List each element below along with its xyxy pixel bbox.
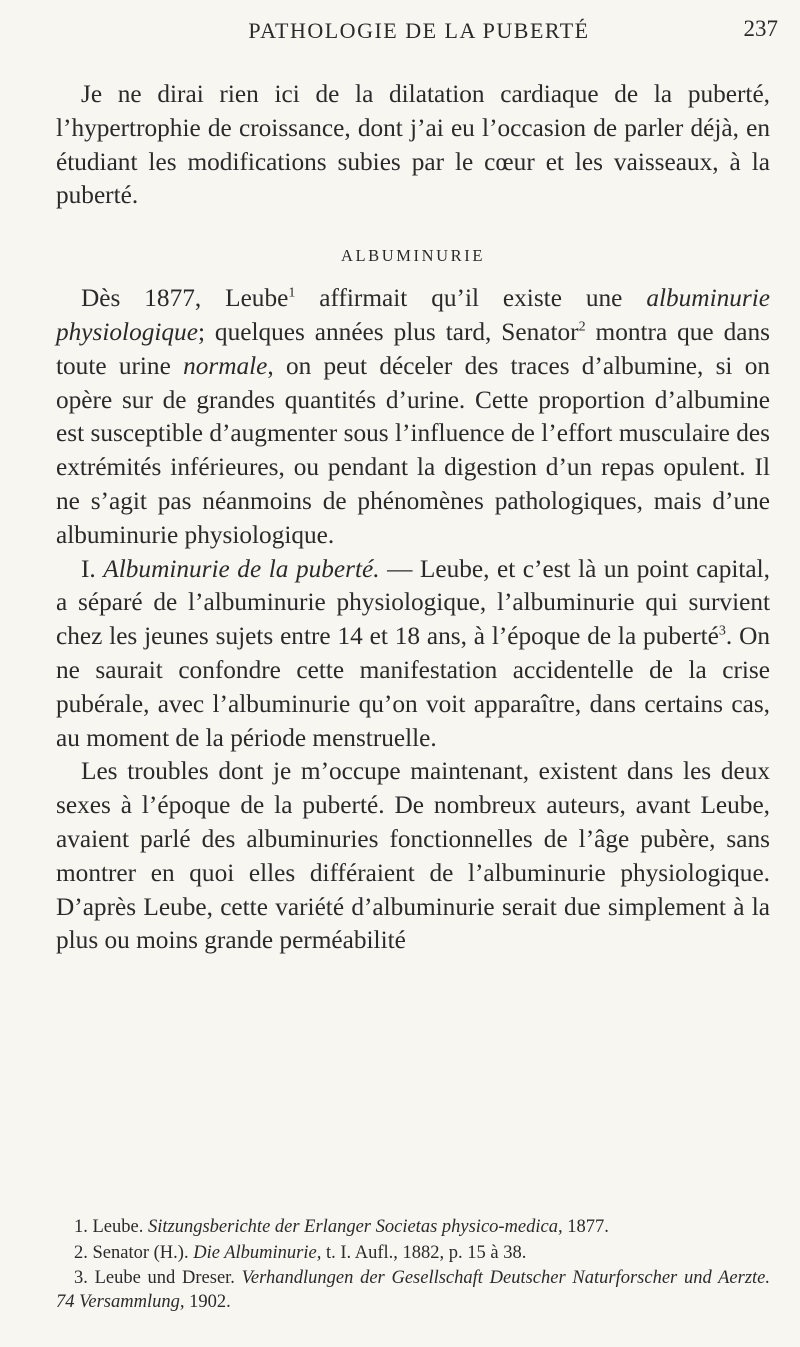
footnote-text: 1. Leube.	[74, 1217, 148, 1237]
footnote-3	[56, 1267, 770, 1314]
paragraph-albuminurie-physiologique	[56, 282, 770, 552]
page-header	[60, 14, 778, 50]
text-run: , on peut déceler des traces d’albumine, si on opère sur de grandes quantités d’urine. Cette proportion d’albumine est susceptible d’augmenter sous l’influence de l’effort musculaire des extrémités inférieures, ou pendant la digestion d’un repas opulent. Il ne s’agit pas néanmoins de phénomènes pathologiques, mais d’une albuminurie physiologique.	[56, 351, 770, 549]
footnote-text: 3. Leube und Dreser.	[74, 1268, 242, 1288]
body-text	[56, 78, 770, 958]
footnote-ref-3: 3	[718, 623, 726, 639]
footnote-text: 1902.	[184, 1291, 231, 1312]
footnote-text: 1877.	[562, 1217, 609, 1237]
text-run: montra que dans toute urine	[56, 317, 770, 380]
text-run: Dès 1877, Leube	[81, 284, 289, 313]
text-run: . On ne saurait confondre cette manifestation accidentelle de la crise pubérale, avec l’albuminurie qu’on voit apparaître, dans certains cas, au moment de la période menstruelle.	[56, 622, 770, 752]
footnote-title: Sitzungsberichte der Erlanger Societas physico-medica,	[147, 1217, 563, 1237]
footnote-title: Die Albuminurie,	[193, 1242, 322, 1263]
footnote-text: t. I. Aufl., 1882, p. 15 à 38.	[321, 1242, 527, 1263]
section-heading: ALBUMINURIE	[340, 246, 486, 266]
running-title: PATHOLOGIE DE LA PUBERTÉ	[248, 18, 590, 43]
subsection-number: I.	[81, 554, 104, 583]
text-run: affirmait qu’il existe une	[295, 284, 647, 313]
emphasis-albuminurie-physiologique: albuminurie physiologique	[56, 284, 770, 346]
footnote-ref-2: 2	[578, 319, 586, 335]
footnote-2	[56, 1242, 770, 1266]
text-run: ; quelques années plus tard, Senator	[197, 317, 579, 346]
footnotes	[56, 1216, 770, 1316]
page-number: 237	[743, 16, 778, 41]
footnote-1	[56, 1216, 770, 1240]
text-run: — Leube, et c’est là un point capital, a séparé de l’albuminurie physiologique, l’albuminurie qui survient chez les jeunes sujets entre 14 et 18 ans, à l’époque de la puberté	[56, 554, 770, 651]
footnote-title: Verhandlungen der Gesellschaft Deutscher Naturforscher und Aerzte. 74 Versammlung,	[56, 1268, 770, 1312]
paragraph-albuminurie-puberte	[56, 553, 770, 756]
footnote-text: 2. Senator (H.).	[74, 1242, 194, 1263]
emphasis-normale: normale	[183, 351, 268, 380]
paragraph-troubles: Les troubles dont je m’occupe maintenant, existent dans les deux sexes à l’époque de la puberté. De nombreux auteurs, avant Leube, avaient parlé des albuminuries fonctionnelles de l’âge pubère, sans montrer en quoi elles différaient de l’albuminurie physiologique. D’après Leube, cette variété d’albuminurie serait due simplement à la plus ou moins grande perméabilité	[56, 757, 770, 955]
subsection-title: Albuminurie de la puberté.	[103, 554, 380, 583]
intro-paragraph: Je ne dirai rien ici de la dilatation cardiaque de la puberté, l’hypertrophie de croissance, dont j’ai eu l’occasion de parler déjà, en étudiant les modifications subies par le cœur et les vaisseaux, à la puberté.	[56, 80, 770, 210]
footnote-ref-1: 1	[288, 285, 296, 301]
